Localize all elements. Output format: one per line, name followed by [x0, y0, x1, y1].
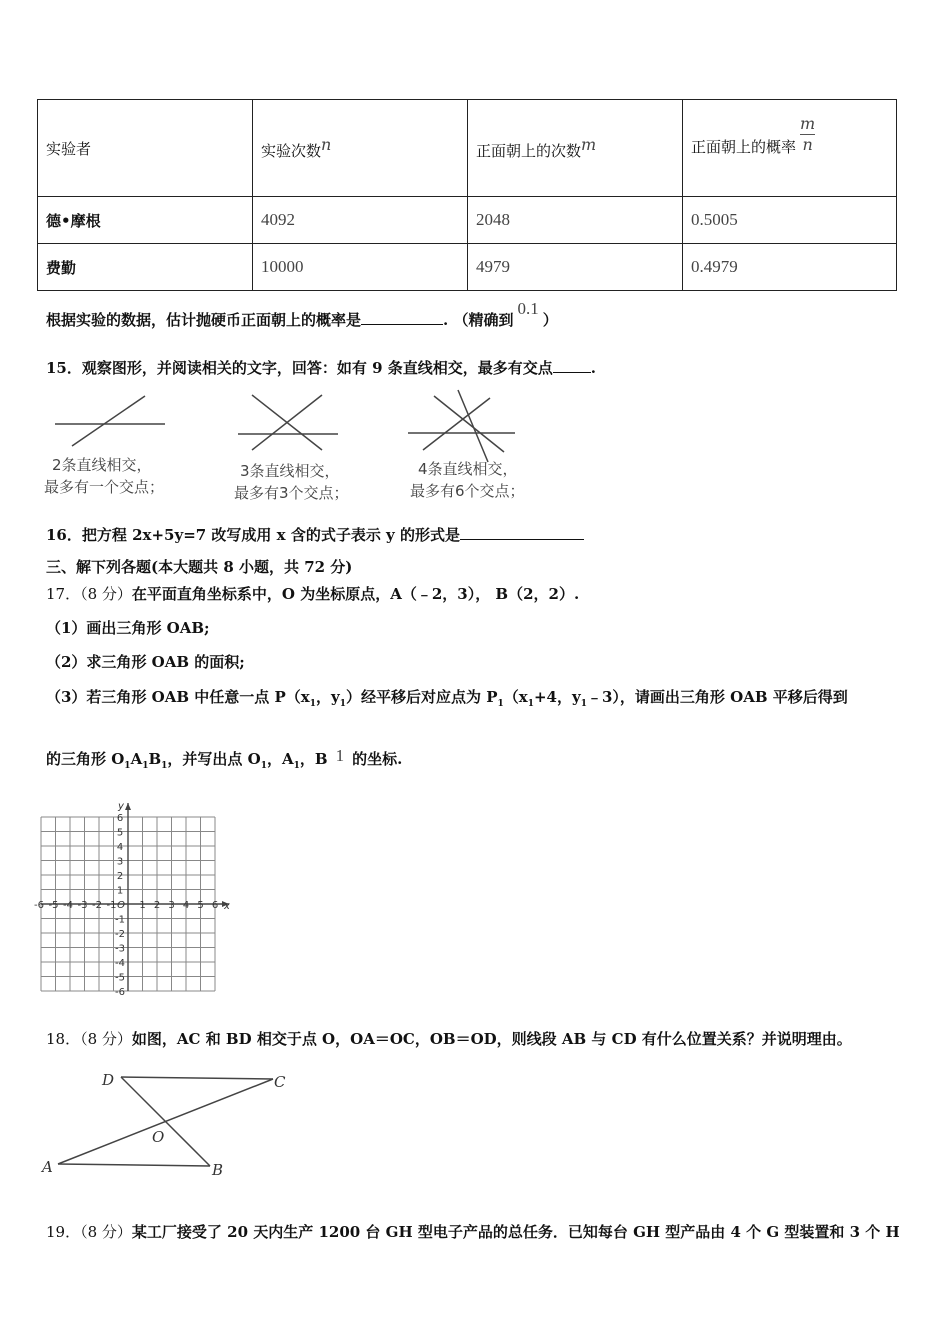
x-tick-label: 3: [168, 900, 175, 911]
figure3-caption-2: 最多有6个交点；: [410, 482, 525, 500]
q17-part2: （2）求三角形 OAB 的面积;: [46, 653, 245, 671]
label-D: D: [102, 1071, 115, 1089]
answer-blank: [361, 324, 443, 325]
figure3-line: [434, 396, 504, 452]
x-tick-label: 5: [197, 900, 204, 911]
fraction-m-over-n: $\frac{m}{n}$: [800, 114, 816, 154]
section3-title: 三、解下列各题(本大题共 8 小题，共 72 分): [46, 558, 353, 576]
label-A: A: [42, 1158, 53, 1176]
y-tick-label: -5: [115, 972, 125, 984]
y-tick-label: -3: [115, 943, 125, 955]
header-trials: 实验次数n: [253, 100, 468, 197]
y-tick-label: 4: [116, 842, 124, 853]
q19-stem: 19．（8 分）某工厂接受了 20 天内生产 1200 台 GH 型电子产品的总任务．已知每台 GH 型产品由 4 个 G 型装置和 3 个 H: [46, 1223, 900, 1241]
figure1-line: [72, 396, 145, 446]
y-tick-label: -1: [115, 914, 125, 926]
q15-figures: [40, 388, 540, 508]
figure1-caption-2: 最多有一个交点；: [44, 478, 165, 496]
y-tick-label: 3: [116, 856, 124, 868]
label-O: O: [152, 1128, 165, 1146]
q17-stem: 17．（8 分）在平面直角坐标系中，O 为坐标原点，A（﹣2，3）， B（2，2）.: [46, 585, 580, 603]
figure2-caption-2: 最多有3个交点；: [234, 484, 349, 502]
y-tick-label: -4: [115, 958, 125, 969]
x-tick-label: -1: [106, 900, 117, 911]
q18-figure: [38, 1065, 308, 1180]
x-tick-label: 6: [211, 900, 219, 911]
experiment-table: [37, 99, 897, 291]
table-header-row: [38, 100, 897, 197]
figure2-caption-1: 3条直线相交，: [240, 462, 340, 480]
q16-question: 16．把方程 2x+5y=7 改写成用 x 含的式子表示 y 的形式是: [46, 524, 584, 545]
q18-stem: 18．（8 分）如图，AC 和 BD 相交于点 O，OA＝OC，OB＝OD，则线段 AB 与 CD 有什么位置关系？并说明理由。: [46, 1030, 852, 1048]
x-tick-label: 1: [139, 900, 146, 911]
y-tick-label: 2: [116, 871, 124, 882]
table-cell: 10000: [253, 244, 468, 291]
y-tick-label: 5: [116, 827, 124, 839]
table-cell: 0.4979: [683, 244, 897, 291]
x-tick-label: -3: [77, 900, 88, 911]
x-tick-label: 2: [153, 900, 161, 911]
segment-DC: [121, 1077, 273, 1079]
segment-BD: [121, 1077, 210, 1166]
x-axis-label: x: [224, 901, 230, 912]
header-heads-probability: 正面朝上的概率 $\frac{m}{n}$: [683, 100, 897, 197]
table-cell: 4979: [468, 244, 683, 291]
table-row: [38, 197, 897, 244]
table-cell: 德•摩根: [38, 197, 253, 244]
q17-part1: （1）画出三角形 OAB;: [46, 619, 210, 637]
label-B: B: [212, 1161, 224, 1179]
table-cell: 0.5005: [683, 197, 897, 244]
q15-question: 15．观察图形，并阅读相关的文字，回答：如有 9 条直线相交，最多有交点 .: [46, 359, 596, 377]
table-row: [38, 244, 897, 291]
y-tick-label: -6: [115, 987, 125, 998]
segment-AB: [58, 1164, 210, 1166]
q17-part3: （3）若三角形 OAB 中任意一点 $P(x_1$，$y_1$）经平移后对应点为 $P_1(x_1+4$，$y_1﹣3$），请画出三角形 OAB 平移后得到: [46, 688, 848, 709]
table-cell: 费勤: [38, 244, 253, 291]
y-axis-arrow: [125, 803, 131, 810]
answer-blank: [460, 539, 584, 540]
y-tick-label: 1: [116, 885, 124, 897]
answer-blank: [553, 372, 591, 373]
figure3-caption-1: 4条直线相交，: [418, 460, 518, 478]
header-experimenter: 实验者: [38, 100, 253, 197]
x-tick-label: -2: [92, 900, 102, 911]
x-tick-label: 4: [182, 900, 190, 911]
x-tick-label: -4: [63, 900, 73, 911]
label-C: C: [274, 1073, 286, 1091]
y-tick-label: -2: [115, 929, 125, 940]
table-cell: 4092: [253, 197, 468, 244]
figure3-line: [458, 390, 488, 462]
figure1-caption-1: 2条直线相交，: [52, 456, 152, 474]
x-tick-label: -6: [34, 900, 44, 911]
header-heads-count: 正面朝上的次数m: [468, 100, 683, 197]
q14-conclusion: 根据实验的数据，估计抛硬币正面朝上的概率是 . （精确到0.1）: [46, 299, 558, 329]
y-axis-label: y: [118, 801, 124, 812]
y-tick-label: 6: [116, 813, 124, 824]
coordinate-grid: [34, 786, 245, 1001]
x-tick-label: -5: [48, 900, 59, 911]
table-cell: 2048: [468, 197, 683, 244]
q17-part3-cont: 的三角形 $O_1A_1B_1$，并写出点 $O_1$，$A_1$，B 1 的坐标.: [46, 746, 403, 771]
origin-label: O: [117, 900, 125, 911]
